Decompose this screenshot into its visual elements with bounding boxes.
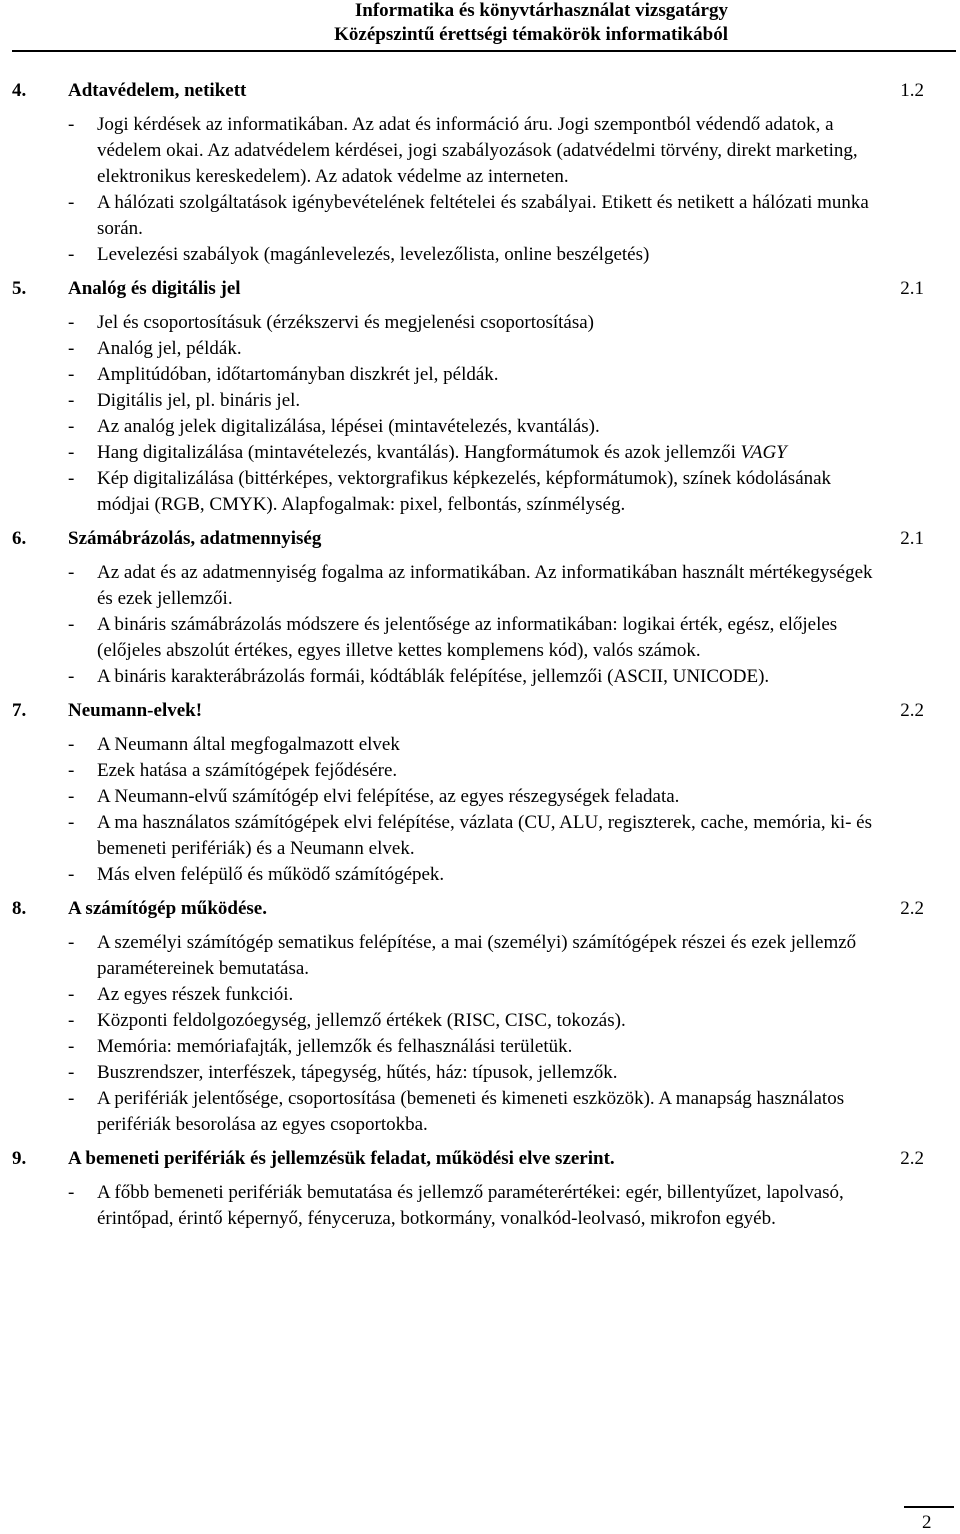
topic-item xyxy=(12,664,956,690)
topic-items xyxy=(12,112,956,268)
topic-item-text: Az adat és az adatmennyiség fogalma az informatikában. Az informatikában használt mértékegységek és ezek jellemzői. xyxy=(97,562,873,609)
topic-item-text: Jogi kérdések az informatikában. Az adat és információ áru. Jogi szempontból védendő adatok, a védelem okai. Az adatvédelem kérdései, jogi szabályozások (adatvédelmi törvény, direkt marketing, elektronikus kereskedelem). Az adatok védelme az interneten. xyxy=(97,114,858,187)
topic-heading xyxy=(12,524,956,554)
dash-bullet: - xyxy=(68,864,75,885)
topic-item xyxy=(12,362,956,388)
topic-item xyxy=(12,784,956,810)
topic-item xyxy=(12,758,956,784)
topic-section xyxy=(12,76,956,268)
or-keyword: VAGY xyxy=(740,442,787,463)
dash-bullet: - xyxy=(68,1010,75,1031)
topic-number: 9. xyxy=(12,1148,27,1169)
dash-bullet: - xyxy=(68,390,75,411)
dash-bullet: - xyxy=(68,312,75,333)
topic-heading xyxy=(12,696,956,726)
footer-rule xyxy=(904,1506,954,1508)
dash-bullet: - xyxy=(68,192,75,213)
topic-item-text: A Neumann-elvű számítógép elvi felépítése, az egyes részegységek feladata. xyxy=(97,786,680,807)
header-level: Középszintű érettségi témakörök informatikából xyxy=(334,24,728,45)
topic-item xyxy=(12,242,956,268)
dash-bullet: - xyxy=(68,760,75,781)
topic-item-text: A személyi számítógép sematikus felépítése, a mai (személyi) számítógépek részei és ezek jellemző paramétereinek bemutatása. xyxy=(97,932,857,979)
topic-item xyxy=(12,440,956,466)
topic-item-text: A Neumann által megfogalmazott elvek xyxy=(97,734,400,755)
topic-title: Analóg és digitális jel xyxy=(68,278,241,299)
dash-bullet: - xyxy=(68,666,75,687)
topic-code: 2.2 xyxy=(900,898,924,919)
topic-item-text: Analóg jel, példák. xyxy=(97,338,242,359)
topic-item xyxy=(12,310,956,336)
topic-item-text: Memória: memóriafajták, jellemzők és felhasználási területük. xyxy=(97,1036,573,1057)
topic-item-text: Hang digitalizálása (mintavételezés, kvantálás). Hangformátumok és azok jellemzői VAGY xyxy=(97,442,787,463)
dash-bullet: - xyxy=(68,562,75,583)
topic-item xyxy=(12,732,956,758)
topic-item xyxy=(12,982,956,1008)
dash-bullet: - xyxy=(68,1036,75,1057)
topic-item xyxy=(12,414,956,440)
topic-section xyxy=(12,524,956,690)
topic-heading xyxy=(12,76,956,106)
page-number: 2 xyxy=(922,1512,932,1533)
dash-bullet: - xyxy=(68,1182,75,1203)
dash-bullet: - xyxy=(68,364,75,385)
dash-bullet: - xyxy=(68,468,75,489)
dash-bullet: - xyxy=(68,442,75,463)
topic-number: 4. xyxy=(12,80,27,101)
topic-number: 6. xyxy=(12,528,27,549)
topic-item xyxy=(12,930,956,982)
topic-item-text: Digitális jel, pl. bináris jel. xyxy=(97,390,301,411)
dash-bullet: - xyxy=(68,114,75,135)
topic-item-text: A hálózati szolgáltatások igénybevételének feltételei és szabályai. Etikett és netikett a hálózati munka során. xyxy=(97,192,869,239)
topic-item xyxy=(12,560,956,612)
topic-item-text: Központi feldolgozóegység, jellemző értékek (RISC, CISC, tokozás). xyxy=(97,1010,626,1031)
topic-section xyxy=(12,274,956,518)
topic-section xyxy=(12,696,956,888)
topic-item xyxy=(12,190,956,242)
topic-heading xyxy=(12,274,956,304)
topic-item-text: Ezek hatása a számítógépek fejődésére. xyxy=(97,760,398,781)
topic-item-text: A bináris karakterábrázolás formái, kódtáblák felépítése, jellemzői (ASCII, UNICODE). xyxy=(97,666,770,687)
topic-item xyxy=(12,810,956,862)
header-subject: Informatika és könyvtárhasználat vizsgatárgy xyxy=(354,0,728,21)
topic-item-text: A bináris számábrázolás módszere és jelentősége az informatikában: logikai érték, egész, előjeles (előjeles abszolút értékes, egyes illetve kettes komplemens kód), valós számok. xyxy=(97,614,838,661)
topic-heading xyxy=(12,894,956,924)
topic-items xyxy=(12,732,956,888)
topic-section xyxy=(12,894,956,1138)
topic-item-text: Amplitúdóban, időtartományban diszkrét jel, példák. xyxy=(97,364,499,385)
topic-number: 7. xyxy=(12,700,27,721)
topic-code: 2.2 xyxy=(900,1148,924,1169)
topic-items xyxy=(12,560,956,690)
topic-item xyxy=(12,466,956,518)
topic-item-text: A perifériák jelentősége, csoportosítása (bemeneti és kimeneti eszközök). A manapság használatos perifériák besorolása az egyes csoportokba. xyxy=(97,1088,845,1135)
topic-section xyxy=(12,1144,956,1232)
topic-item xyxy=(12,336,956,362)
topic-title: Neumann-elvek! xyxy=(68,700,203,721)
topic-item xyxy=(12,112,956,190)
topic-code: 2.1 xyxy=(900,278,924,299)
dash-bullet: - xyxy=(68,1062,75,1083)
topic-item xyxy=(12,1034,956,1060)
dash-bullet: - xyxy=(68,416,75,437)
dash-bullet: - xyxy=(68,984,75,1005)
topic-items xyxy=(12,310,956,518)
topic-number: 5. xyxy=(12,278,27,299)
dash-bullet: - xyxy=(68,1088,75,1109)
topic-number: 8. xyxy=(12,898,27,919)
topic-code: 2.1 xyxy=(900,528,924,549)
dash-bullet: - xyxy=(68,734,75,755)
topic-item-text: Buszrendszer, interfészek, tápegység, hűtés, ház: típusok, jellemzők. xyxy=(97,1062,618,1083)
dash-bullet: - xyxy=(68,338,75,359)
header-rule xyxy=(12,50,956,52)
topic-heading xyxy=(12,1144,956,1174)
topic-item-text: Az analóg jelek digitalizálása, lépései (mintavételezés, kvantálás). xyxy=(97,416,600,437)
topic-item-text: A ma használatos számítógépek elvi felépítése, vázlata (CU, ALU, regiszterek, cache, memória, ki- és bemeneti perifériák) és a Neumann elvek. xyxy=(97,812,873,859)
topic-item xyxy=(12,1008,956,1034)
topic-item xyxy=(12,1060,956,1086)
topic-title: Adtavédelem, netikett xyxy=(68,80,247,101)
topic-item-text: Más elven felépülő és működő számítógépek. xyxy=(97,864,445,885)
topic-title: Számábrázolás, adatmennyiség xyxy=(68,528,322,549)
topic-item-text: Levelezési szabályok (magánlevelezés, levelezőlista, online beszélgetés) xyxy=(97,244,650,265)
topic-item xyxy=(12,388,956,414)
dash-bullet: - xyxy=(68,244,75,265)
topic-item xyxy=(12,1086,956,1138)
topic-item-text: Jel és csoportosításuk (érzékszervi és megjelenési csoportosítása) xyxy=(97,312,595,333)
topic-item xyxy=(12,862,956,888)
topic-items xyxy=(12,1180,956,1232)
dash-bullet: - xyxy=(68,812,75,833)
topic-item-text: Az egyes részek funkciói. xyxy=(97,984,294,1005)
topic-code: 1.2 xyxy=(900,80,924,101)
topic-items xyxy=(12,930,956,1138)
topic-item-text: Kép digitalizálása (bittérképes, vektorgrafikus képkezelés, képformátumok), színek kódolásának módjai (RGB, CMYK). Alapfogalmak: pixel, felbontás, színmélység. xyxy=(97,468,832,515)
dash-bullet: - xyxy=(68,932,75,953)
topic-title: A bemeneti perifériák és jellemzésük feladat, működési elve szerint. xyxy=(68,1148,615,1169)
topic-code: 2.2 xyxy=(900,700,924,721)
topic-item-text: A főbb bemeneti perifériák bemutatása és jellemző paraméterértékei: egér, billentyűzet, lapolvasó, érintőpad, érintő képernyő, fényceruza, botkormány, vonalkód-leolvasó, mikrofon egyéb. xyxy=(97,1182,844,1229)
page-header xyxy=(0,0,960,56)
topic-item xyxy=(12,612,956,664)
dash-bullet: - xyxy=(68,614,75,635)
topic-item xyxy=(12,1180,956,1232)
topic-title: A számítógép működése. xyxy=(68,898,267,919)
dash-bullet: - xyxy=(68,786,75,807)
topic-list xyxy=(12,76,956,1238)
